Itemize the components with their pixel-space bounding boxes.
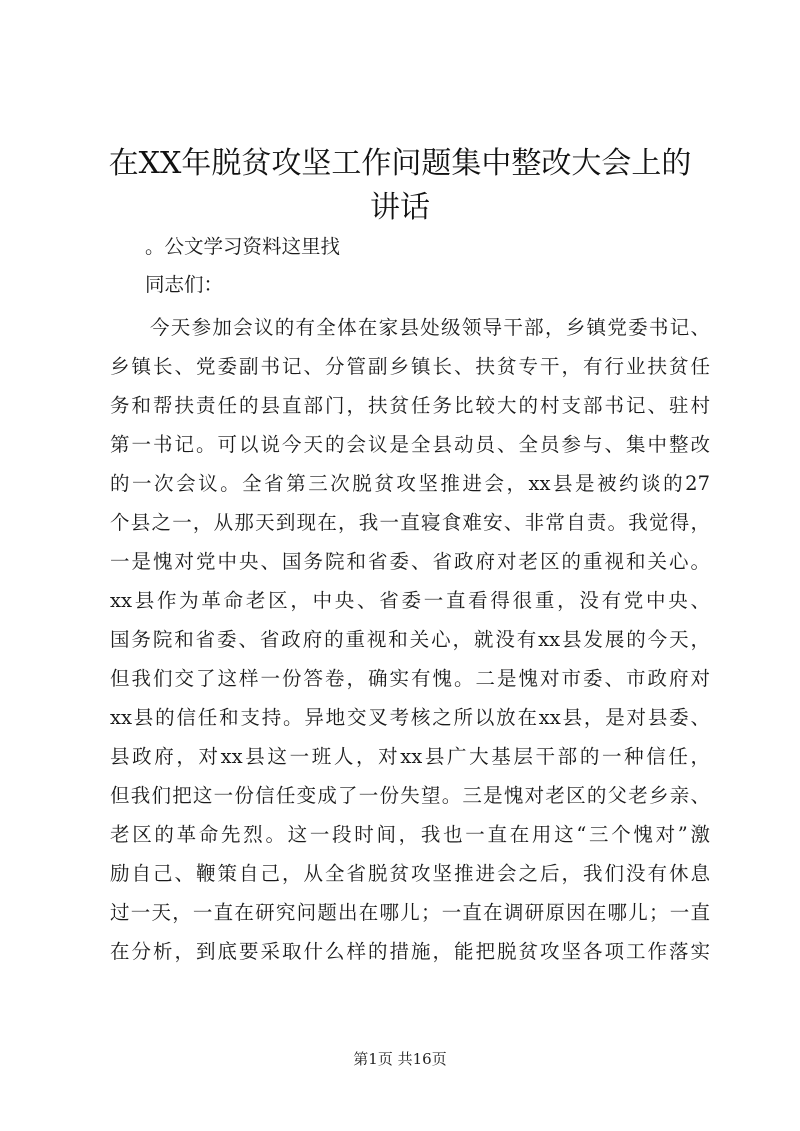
document-title-line-1: 在XX年脱贫攻坚工作问题集中整改大会上的 (108, 146, 692, 181)
body-line: 第一书记。可以说今天的会议是全县动员、全员参与、集中整改 (110, 433, 710, 456)
body-line: 今天参加会议的有全体在家县处级领导干部，乡镇党委书记、 (150, 316, 710, 339)
body-line: 一是愧对党中央、国务院和省委、省政府对老区的重视和关心。 (110, 550, 710, 573)
body-line: 国务院和省委、省政府的重视和关心，就没有xx县发展的今天， (110, 628, 710, 651)
document-title-line-2: 讲话 (370, 190, 430, 225)
source-note: 。公文学习资料这里找 (145, 235, 341, 258)
body-line: 老区的革命先烈。这一段时间，我也一直在用这“三个愧对”激 (110, 823, 710, 846)
body-line: 乡镇长、党委副书记、分管副乡镇长、扶贫专干，有行业扶贫任 (110, 355, 710, 378)
body-line: xx县的信任和支持。异地交叉考核之所以放在xx县，是对县委、 (110, 706, 710, 729)
salutation: 同志们： (145, 273, 224, 296)
body-line: 县政府，对xx县这一班人，对xx县广大基层干部的一种信任， (110, 745, 710, 768)
body-line: 励自己、鞭策自己，从全省脱贫攻坚推进会之后，我们没有休息 (110, 862, 710, 885)
body-line: 个县之一，从那天到现在，我一直寝食难安、非常自责。我觉得， (110, 511, 710, 534)
body-line: xx县作为革命老区，中央、省委一直看得很重，没有党中央、 (110, 589, 710, 612)
body-line: 但我们交了这样一份答卷，确实有愧。二是愧对市委、市政府对 (110, 667, 710, 690)
body-line: 的一次会议。全省第三次脱贫攻坚推进会，xx县是被约谈的27 (110, 472, 710, 495)
body-line: 但我们把这一份信任变成了一份失望。三是愧对老区的父老乡亲、 (110, 784, 710, 807)
body-line: 务和帮扶责任的县直部门，扶贫任务比较大的村支部书记、驻村 (110, 394, 710, 417)
body-line: 在分析，到底要采取什么样的措施，能把脱贫攻坚各项工作落实 (110, 940, 710, 963)
page-indicator: 第1页 共16页 (353, 1050, 447, 1068)
body-line: 过一天，一直在研究问题出在哪儿；一直在调研原因在哪儿；一直 (110, 901, 710, 924)
